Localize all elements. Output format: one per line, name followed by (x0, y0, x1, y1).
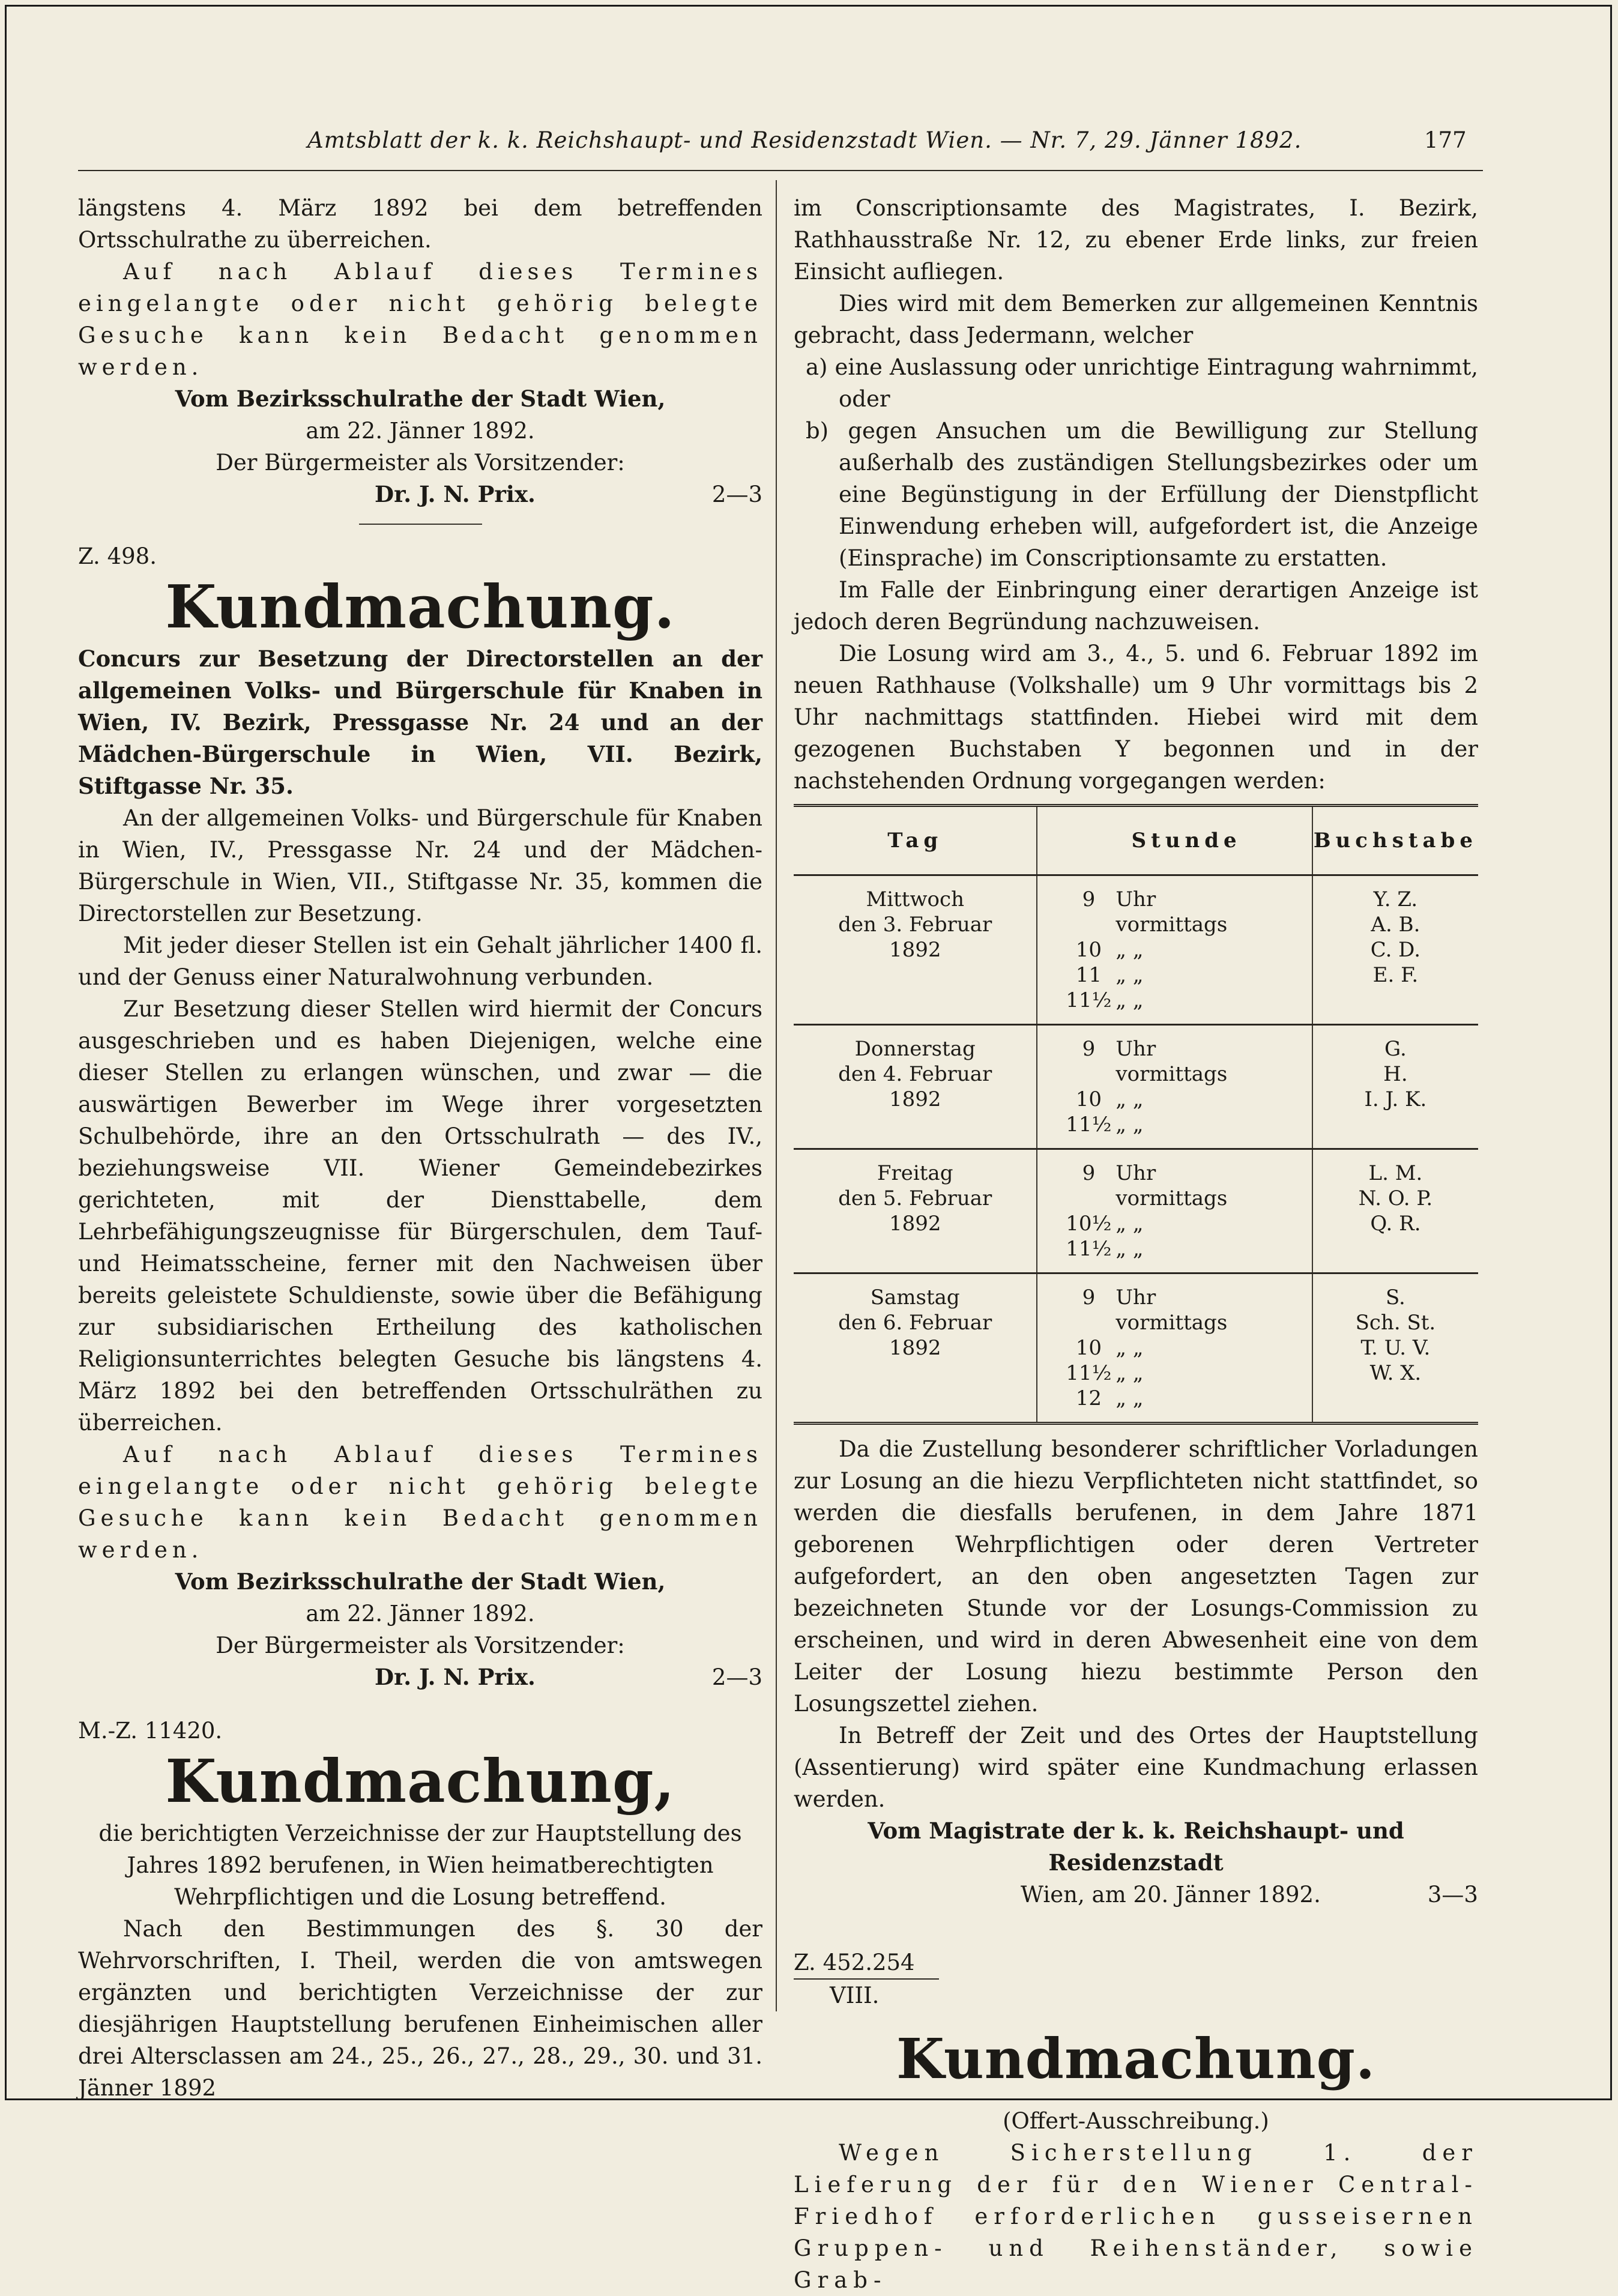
list-item: b) gegen Ansuchen um die Bewilligung zur Stellung außerhalb des zuständigen Stellungsbezirkes oder um eine Begünstigung in der Erfüllung der Dienstpflicht Einwendung erheben will, aufgefordert ist, die Anzeige (Einsprache) im Conscriptionsamte zu erstatten. (806, 418, 1478, 571)
notice-heading: Kundmachung, (165, 1747, 675, 1816)
hour-unit: Uhr vormittags (1115, 1285, 1228, 1335)
day-date: den 4. Februar (838, 1062, 992, 1086)
time-cell (1037, 1273, 1312, 1424)
signature-line (78, 479, 762, 510)
hour-unit: Uhr vormittags (1115, 1161, 1228, 1210)
deadline-note: Auf nach Ablauf dieses Termines eingelangte oder nicht gehörig belegte Gesuche kann kein Bedacht genommen werden. (78, 1442, 762, 1563)
day-day: Mittwoch (866, 887, 964, 911)
hour: 10 (1075, 1087, 1102, 1111)
signature-line (78, 1661, 762, 1693)
letters-cell (1312, 1025, 1478, 1149)
letter-group: L. M. (1368, 1161, 1423, 1185)
header-tag: Tag (794, 806, 1037, 875)
signature: Dr. J. N. Prix. (375, 1664, 536, 1690)
day-day: Freitag (877, 1161, 953, 1185)
time-line (1061, 1236, 1311, 1261)
right-column (794, 192, 1478, 2296)
hour: 9 (1082, 887, 1096, 911)
hour: 10 (1075, 938, 1102, 962)
notice-zref-sub: VIII. (830, 1983, 880, 2008)
time-line (1061, 962, 1311, 988)
time-line (1061, 1036, 1311, 1087)
day-cell (794, 1149, 1037, 1273)
notice-paragraph: Mit jeder dieser Stellen ist ein Gehalt jährlicher 1400 fl. und der Genuss einer Naturalwohnung verbunden. (78, 932, 762, 990)
hour: 9 (1082, 1037, 1096, 1061)
table-row (794, 875, 1478, 1025)
notice-paragraph: Zur Besetzung dieser Stellen wird hiermit der Concurs ausgeschrieben und es haben Diejenigen, welche eine dieser Stellen zu erlangen wünschen, und zwar — die auswärtigen Bewerber im Wege ihrer vorgesetzten Schulbehörde, ihre an den Ortsschulrath — des IV., beziehungsweise VII. Wiener Gemeindebezirkes gerichteten, mit der Diensttabelle, dem Lehrbefähigungszeugnisse für Bürgerschulen, dem Tauf- und Heimatsscheine, ferner mit den Nachweisen über bereits geleistete Schuldienste, sowie über die Befähigung zur subsidiarischen Ertheilung des katholischen Religionsunterrichtes belegten Gesuche bis längstens 4. März 1892 bei den betreffenden Ortsschulräthen zu überreichen. (78, 996, 762, 1436)
hour-unit: „ „ (1115, 1336, 1144, 1360)
time-cell (1037, 1149, 1312, 1273)
deadline-note: Auf nach Ablauf dieses Termines eingelangte oder nicht gehörig belegte Gesuche kann kein Bedacht genommen werden. (78, 259, 762, 380)
time-line (1061, 937, 1311, 962)
letter-group: S. (1385, 1285, 1405, 1310)
hour-unit: „ „ (1115, 1113, 1144, 1137)
issue-date: am 22. Jänner 1892. (306, 1601, 535, 1627)
notice-paragraph: Im Falle der Einbringung einer derartigen Anzeige ist jedoch deren Begründung nachzuweisen. (794, 577, 1478, 635)
issue-date: am 22. Jänner 1892. (306, 418, 535, 444)
day-day: Donnerstag (854, 1037, 976, 1061)
column-divider (776, 180, 777, 2011)
hour: 11½ (1066, 988, 1112, 1012)
issuing-authority: Vom Bezirksschulrathe der Stadt Wien, (175, 1568, 666, 1595)
notice-paragraph: Nach den Bestimmungen des §. 30 der Wehrvorschriften, I. Theil, werden die von amtswegen ergänzten und berichtigten Verzeichnisse der zur diesjährigen Hauptstellung berufenen Einheimischen aller drei Altersclassen am 24., 25., 26., 27., 28., 29., 30. und 31. Jänner 1892 (78, 1916, 762, 2101)
notice-paragraph: An der allgemeinen Volks- und Bürgerschule für Knaben in Wien, IV., Pressgasse Nr. 24 und der Mädchen-Bürgerschule in Wien, VII., Stiftgasse Nr. 35, kommen die Directorstellen zur Besetzung. (78, 805, 762, 926)
notice-zref: Z. 452.254 (794, 1947, 939, 1980)
notice-zref-block (794, 1947, 1478, 2011)
running-header: Amtsblatt der k. k. Reichshaupt- und Residenzstadt Wien. — Nr. 7, 29. Jänner 1892. (307, 127, 1302, 153)
hour-unit: „ „ (1115, 1361, 1144, 1385)
letter-group: A. B. (1371, 913, 1420, 937)
table-row (794, 1149, 1478, 1273)
letter-group: H. (1383, 1062, 1408, 1086)
notice-zref: M.-Z. 11420. (78, 1718, 223, 1744)
day-date: den 3. Februar (838, 913, 992, 937)
table-row (794, 1025, 1478, 1149)
header-stunde: Stunde (1037, 806, 1312, 875)
signatory-role: Der Bürgermeister als Vorsitzender: (216, 1633, 625, 1658)
hour: 9 (1082, 1285, 1096, 1310)
notice-paragraph: In Betreff der Zeit und des Ortes der Hauptstellung (Assentierung) wird später eine Kundmachung erlassen werden. (794, 1723, 1478, 1812)
day-year: 1892 (889, 938, 941, 962)
letter-group: Q. R. (1370, 1212, 1421, 1236)
day-cell (794, 875, 1037, 1025)
time-line (1061, 887, 1311, 937)
insertion-ref: 2—3 (711, 1664, 762, 1690)
letters-cell (1312, 875, 1478, 1025)
notice-heading: Kundmachung. (896, 2026, 1376, 2091)
table-row (794, 1273, 1478, 1424)
hour-unit: „ „ (1115, 1087, 1144, 1111)
time-line (1061, 1386, 1311, 1411)
letter-group: I. J. K. (1364, 1087, 1427, 1111)
notice-paragraph: Die Losung wird am 3., 4., 5. und 6. Februar 1892 im neuen Rathhause (Volkshalle) um 9 Uhr vormittags bis 2 Uhr nachmittags stattfinden. Hiebei wird mit dem gezogenen Buchstaben Y begonnen und in der nachstehenden Ordnung vorgegangen werden: (794, 641, 1478, 794)
notice-zref: Z. 498. (78, 543, 157, 569)
day-cell (794, 1273, 1037, 1424)
letter-group: Y. Z. (1373, 887, 1418, 911)
time-cell (1037, 1025, 1312, 1149)
hour-unit: „ „ (1115, 988, 1144, 1012)
place-date-line (794, 1879, 1478, 1911)
notice-paragraph: Wegen Sicherstellung 1. der Lieferung der für den Wiener Central-Friedhof erforderlichen gusseisernen Gruppen- und Reihenständer, sowie Grab- (794, 2140, 1478, 2293)
time-line (1061, 1361, 1311, 1386)
notice-heading: Kundmachung. (165, 573, 675, 642)
insertion-ref: 2—3 (711, 482, 762, 507)
day-year: 1892 (889, 1212, 941, 1236)
letter-group: T. U. V. (1360, 1336, 1431, 1360)
day-cell (794, 1025, 1037, 1149)
time-line (1061, 1161, 1311, 1211)
header-buchstabe: Buchstabe (1312, 806, 1478, 875)
hour-unit: Uhr vormittags (1115, 1037, 1228, 1086)
time-line (1061, 988, 1311, 1013)
hour: 11½ (1066, 1361, 1112, 1385)
day-year: 1892 (889, 1336, 941, 1360)
notice-subject: die berichtigten Verzeichnisse der zur Hauptstellung des Jahres 1892 berufenen, in Wien heimatberechtigten Wehrpflichtigen und die Losung betreffend. (98, 1820, 742, 1910)
issue-date: Wien, am 20. Jänner 1892. (1021, 1882, 1321, 1908)
time-cell (1037, 875, 1312, 1025)
hour-unit: „ „ (1115, 1386, 1144, 1410)
time-line (1061, 1285, 1311, 1335)
hour: 9 (1082, 1161, 1096, 1185)
day-year: 1892 (889, 1087, 941, 1111)
left-column (78, 192, 762, 2104)
list-item: a) eine Auslassung oder unrichtige Eintragung wahrnimmt, oder (806, 354, 1478, 412)
letter-group: W. X. (1369, 1361, 1422, 1385)
signatory-role: Der Bürgermeister als Vorsitzender: (216, 450, 625, 476)
letters-cell (1312, 1149, 1478, 1273)
hour-unit: „ „ (1115, 938, 1144, 962)
day-date: den 6. Februar (838, 1311, 992, 1335)
letter-group: E. F. (1372, 963, 1419, 987)
separator-rule (359, 524, 482, 525)
hour-unit: „ „ (1115, 1237, 1144, 1261)
time-line (1061, 1112, 1311, 1137)
time-line (1061, 1211, 1311, 1236)
page-number: 177 (1424, 127, 1467, 153)
letters-cell (1312, 1273, 1478, 1424)
table-header-row (794, 806, 1478, 875)
hour: 10 (1075, 1336, 1102, 1360)
continuation-paragraph: im Conscriptionsamte des Magistrates, I. Bezirk, Rathhausstraße Nr. 12, zu ebener Erde links, zur freien Einsicht aufliegen. (794, 195, 1478, 285)
notice-paragraph: Da die Zustellung besonderer schriftlicher Vorladungen zur Losung an die hiezu Verpflichteten nicht stattfindet, so werden die diesfalls berufenen, in dem Jahre 1871 geborenen Wehrpflichtigen oder deren Vertreter aufgefordert, an den oben angesetzten Tagen zur bezeichneten Stunde vor der Losungs-Commission zu erscheinen, und wird in deren Abwesenheit eine von dem Leiter der Losung hiezu bestimmte Person den Losungszettel ziehen. (794, 1436, 1478, 1717)
insertion-ref: 3—3 (1427, 1882, 1478, 1908)
hour: 12 (1075, 1386, 1102, 1410)
issuing-authority: Vom Bezirksschulrathe der Stadt Wien, (175, 385, 666, 412)
letter-group: N. O. P. (1358, 1186, 1433, 1210)
hour: 10½ (1066, 1212, 1112, 1236)
notice-subtitle: (Offert-Ausschreibung.) (1003, 2108, 1269, 2134)
issuing-authority: Vom Magistrate der k. k. Reichshaupt- und Residenzstadt (868, 1817, 1404, 1876)
time-line (1061, 1087, 1311, 1112)
hour-unit: „ „ (1115, 963, 1144, 987)
continuation-paragraph: längstens 4. März 1892 bei dem betreffenden Ortsschulrathe zu überreichen. (78, 195, 762, 253)
hour: 11 (1075, 963, 1102, 987)
letter-group: G. (1384, 1037, 1407, 1061)
day-day: Samstag (870, 1285, 960, 1310)
notice-subject: Concurs zur Besetzung der Directorstellen an der allgemeinen Volks- und Bürgerschule für Knaben in Wien, IV. Bezirk, Pressgasse Nr. 24 und an der Mädchen-Bürgerschule in Wien, VII. Bezirk, Stiftgasse Nr. 35. (78, 645, 762, 799)
day-date: den 5. Februar (838, 1186, 992, 1210)
letter-group: Sch. St. (1355, 1311, 1436, 1335)
signature: Dr. J. N. Prix. (375, 481, 536, 507)
lottery-schedule-table (794, 804, 1478, 1425)
hour: 11½ (1066, 1113, 1112, 1137)
notice-paragraph: Dies wird mit dem Bemerken zur allgemeinen Kenntnis gebracht, dass Jedermann, welcher (794, 291, 1478, 348)
letter-group: C. D. (1370, 938, 1421, 962)
hour-unit: „ „ (1115, 1212, 1144, 1236)
hour: 11½ (1066, 1237, 1112, 1261)
header-rule (78, 170, 1483, 171)
hour-unit: Uhr vormittags (1115, 887, 1228, 937)
time-line (1061, 1335, 1311, 1361)
